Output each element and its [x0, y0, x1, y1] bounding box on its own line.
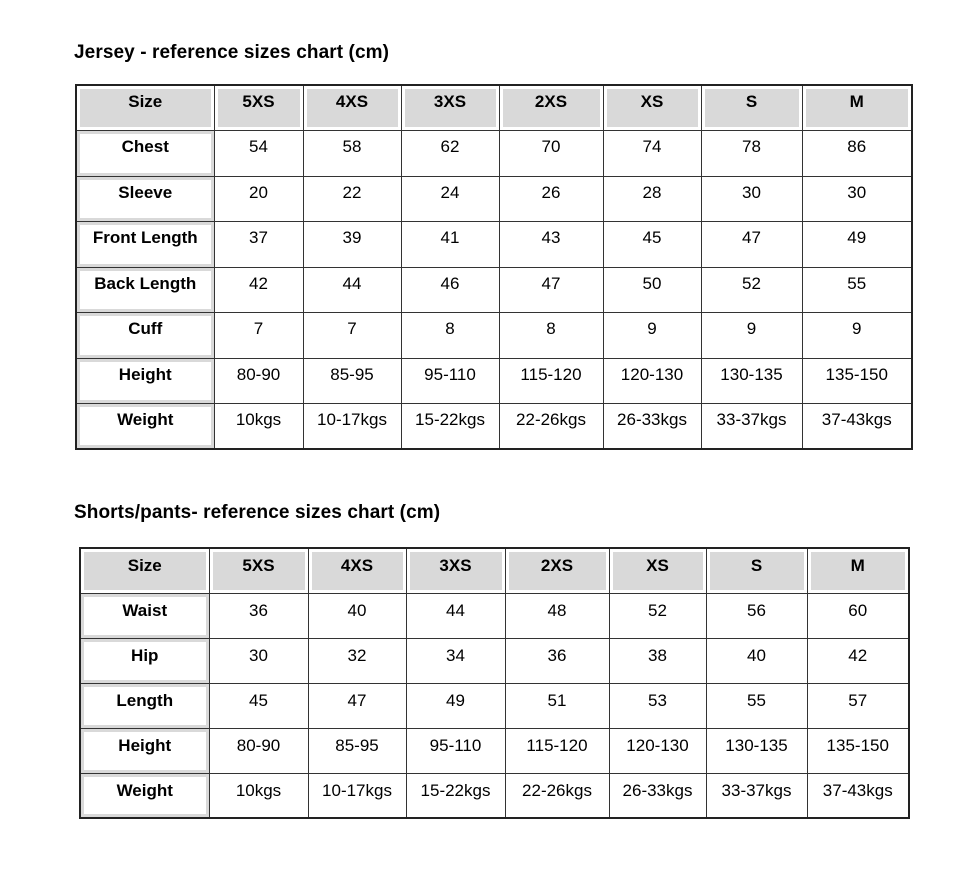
header-cell: 4XS — [308, 548, 406, 593]
table-cell: 42 — [214, 267, 303, 313]
table-cell: 37 — [214, 222, 303, 268]
row-label: Back Length — [76, 267, 214, 313]
row-label: Sleeve — [76, 176, 214, 222]
table-cell: 85-95 — [303, 358, 401, 404]
header-cell: 4XS — [303, 85, 401, 131]
table-cell: 26-33kgs — [609, 773, 706, 818]
table-cell: 55 — [706, 683, 807, 728]
table-row — [76, 313, 912, 359]
header-cell: 2XS — [505, 548, 609, 593]
table-cell: 51 — [505, 683, 609, 728]
table-cell: 7 — [303, 313, 401, 359]
table-cell: 80-90 — [209, 728, 308, 773]
table-cell: 9 — [802, 313, 912, 359]
row-label: Waist — [80, 593, 209, 638]
table-cell: 37-43kgs — [807, 773, 909, 818]
table-cell: 135-150 — [802, 358, 912, 404]
table-row — [76, 267, 912, 313]
header-cell: S — [701, 85, 802, 131]
table-cell: 57 — [807, 683, 909, 728]
shorts-chart-title: Shorts/pants- reference sizes chart (cm) — [74, 502, 441, 523]
table-cell: 30 — [802, 176, 912, 222]
row-label: Weight — [80, 773, 209, 818]
table-cell: 40 — [308, 593, 406, 638]
table-cell: 8 — [401, 313, 499, 359]
table-cell: 70 — [499, 131, 603, 177]
table-row — [76, 358, 912, 404]
table-cell: 95-110 — [401, 358, 499, 404]
header-cell: 5XS — [214, 85, 303, 131]
jersey-chart-title: Jersey - reference sizes chart (cm) — [74, 42, 390, 63]
row-label: Weight — [76, 404, 214, 450]
row-label: Height — [76, 358, 214, 404]
table-cell: 36 — [505, 638, 609, 683]
header-cell: 3XS — [401, 85, 499, 131]
table-cell: 130-135 — [701, 358, 802, 404]
table-cell: 44 — [303, 267, 401, 313]
table-cell: 36 — [209, 593, 308, 638]
table-row — [80, 593, 909, 638]
table-cell: 52 — [609, 593, 706, 638]
table-cell: 120-130 — [603, 358, 701, 404]
table-cell: 54 — [214, 131, 303, 177]
header-cell: 2XS — [499, 85, 603, 131]
table-row — [76, 222, 912, 268]
table-cell: 115-120 — [505, 728, 609, 773]
row-label: Hip — [80, 638, 209, 683]
table-row — [80, 638, 909, 683]
table-cell: 80-90 — [214, 358, 303, 404]
header-cell: Size — [80, 548, 209, 593]
table-cell: 30 — [701, 176, 802, 222]
table-cell: 26 — [499, 176, 603, 222]
table-cell: 41 — [401, 222, 499, 268]
table-row — [76, 176, 912, 222]
table-cell: 47 — [499, 267, 603, 313]
header-cell: S — [706, 548, 807, 593]
table-cell: 85-95 — [308, 728, 406, 773]
header-cell: M — [807, 548, 909, 593]
table-cell: 130-135 — [706, 728, 807, 773]
table-cell: 10-17kgs — [308, 773, 406, 818]
table-cell: 135-150 — [807, 728, 909, 773]
table-cell: 58 — [303, 131, 401, 177]
table-cell: 10kgs — [209, 773, 308, 818]
table-header-row — [76, 85, 912, 131]
table-cell: 26-33kgs — [603, 404, 701, 450]
table-row — [76, 404, 912, 450]
row-label: Chest — [76, 131, 214, 177]
jersey-size-table — [75, 84, 913, 450]
table-cell: 39 — [303, 222, 401, 268]
header-cell: Size — [76, 85, 214, 131]
table-cell: 22 — [303, 176, 401, 222]
shorts-size-table — [79, 547, 910, 819]
table-cell: 28 — [603, 176, 701, 222]
table-cell: 40 — [706, 638, 807, 683]
table-cell: 10-17kgs — [303, 404, 401, 450]
table-cell: 9 — [603, 313, 701, 359]
table-row — [80, 773, 909, 818]
table-cell: 24 — [401, 176, 499, 222]
table-cell: 55 — [802, 267, 912, 313]
table-cell: 15-22kgs — [406, 773, 505, 818]
table-cell: 42 — [807, 638, 909, 683]
table-cell: 47 — [308, 683, 406, 728]
header-cell: 5XS — [209, 548, 308, 593]
table-header-row — [80, 548, 909, 593]
table-cell: 45 — [603, 222, 701, 268]
table-cell: 86 — [802, 131, 912, 177]
row-label: Height — [80, 728, 209, 773]
table-cell: 48 — [505, 593, 609, 638]
header-cell: XS — [609, 548, 706, 593]
row-label: Cuff — [76, 313, 214, 359]
table-cell: 49 — [406, 683, 505, 728]
table-cell: 10kgs — [214, 404, 303, 450]
table-cell: 34 — [406, 638, 505, 683]
table-cell: 46 — [401, 267, 499, 313]
table-cell: 62 — [401, 131, 499, 177]
table-cell: 52 — [701, 267, 802, 313]
table-cell: 22-26kgs — [505, 773, 609, 818]
table-cell: 53 — [609, 683, 706, 728]
table-cell: 120-130 — [609, 728, 706, 773]
table-cell: 9 — [701, 313, 802, 359]
header-cell: XS — [603, 85, 701, 131]
table-cell: 45 — [209, 683, 308, 728]
table-row — [80, 683, 909, 728]
table-cell: 56 — [706, 593, 807, 638]
table-cell: 78 — [701, 131, 802, 177]
table-cell: 22-26kgs — [499, 404, 603, 450]
table-cell: 33-37kgs — [706, 773, 807, 818]
header-cell: 3XS — [406, 548, 505, 593]
table-cell: 50 — [603, 267, 701, 313]
row-label: Front Length — [76, 222, 214, 268]
table-cell: 47 — [701, 222, 802, 268]
table-cell: 33-37kgs — [701, 404, 802, 450]
table-row — [76, 131, 912, 177]
table-cell: 7 — [214, 313, 303, 359]
table-cell: 115-120 — [499, 358, 603, 404]
table-cell: 44 — [406, 593, 505, 638]
table-cell: 38 — [609, 638, 706, 683]
table-cell: 32 — [308, 638, 406, 683]
row-label: Length — [80, 683, 209, 728]
table-cell: 30 — [209, 638, 308, 683]
table-cell: 74 — [603, 131, 701, 177]
table-cell: 60 — [807, 593, 909, 638]
header-cell: M — [802, 85, 912, 131]
table-cell: 8 — [499, 313, 603, 359]
table-cell: 49 — [802, 222, 912, 268]
table-row — [80, 728, 909, 773]
table-cell: 95-110 — [406, 728, 505, 773]
table-cell: 15-22kgs — [401, 404, 499, 450]
table-cell: 43 — [499, 222, 603, 268]
table-cell: 20 — [214, 176, 303, 222]
table-cell: 37-43kgs — [802, 404, 912, 450]
